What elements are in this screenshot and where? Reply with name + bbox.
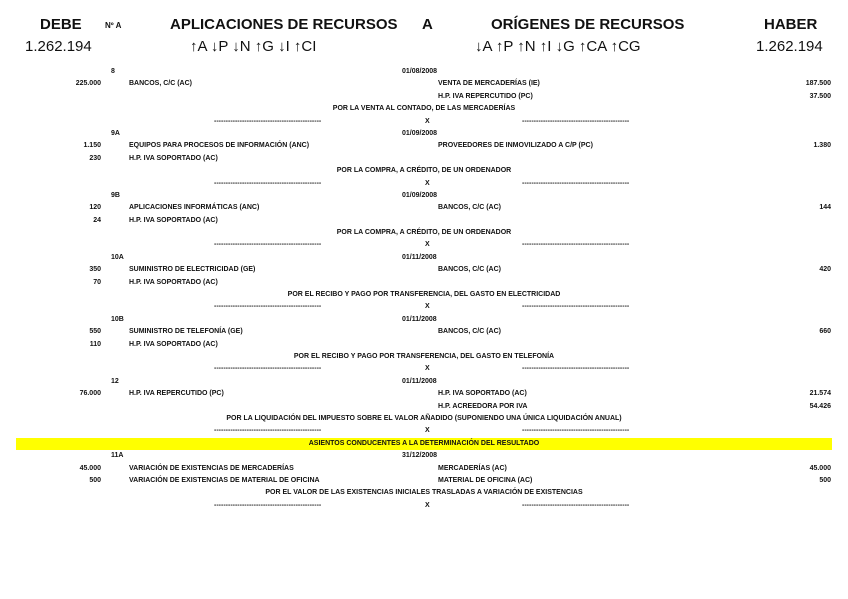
debit-amount: 225.000 — [75, 80, 101, 88]
section-banner-text: ASIENTOS CONDUCENTES A LA DETERMINACIÓN DEL RESULTADO — [308, 439, 540, 447]
haber-total: 1.262.194 — [756, 38, 823, 55]
haber-label: HABER — [764, 16, 818, 33]
journal-entry — [0, 190, 848, 252]
entry-header-row — [0, 450, 848, 462]
entry-line-row — [0, 277, 848, 289]
separator-x: X — [425, 303, 430, 311]
credit-amount: 45.000 — [809, 464, 831, 472]
entry-line-row — [0, 91, 848, 103]
credit-account: H.P. ACREEDORA POR IVA — [438, 402, 528, 410]
entry-description-row — [0, 351, 848, 363]
entry-number: 8 — [111, 68, 115, 75]
credit-account: BANCOS, C/C (AC) — [438, 204, 501, 212]
debit-amount: 500 — [89, 476, 101, 484]
entry-description: POR EL RECIBO Y PAGO POR TRANSFERENCIA, DEL GASTO EN TELEFONÍA — [293, 352, 555, 360]
separator-right-line: ---------------------------------------------- — [522, 117, 630, 125]
separator-x: X — [425, 501, 430, 509]
debit-amount: 550 — [89, 328, 101, 336]
entry-line-row — [0, 153, 848, 165]
entry-line-row — [0, 401, 848, 413]
credit-account: VENTA DE MERCADERÍAS (IE) — [438, 80, 540, 88]
debit-amount: 24 — [93, 216, 101, 224]
journal-entry — [0, 314, 848, 376]
debit-amount: 120 — [89, 204, 101, 212]
separator-left-line: ---------------------------------------------- — [214, 427, 322, 435]
separator-right-line: ---------------------------------------------- — [522, 179, 630, 187]
credit-amount: 1.380 — [813, 142, 831, 150]
entry-date: 01/08/2008 — [402, 68, 438, 75]
entry-line-row — [0, 326, 848, 338]
separator-left-line: ---------------------------------------------- — [214, 303, 322, 311]
journal-entry — [0, 252, 848, 314]
entry-separator-row — [0, 116, 848, 128]
credit-amount: 54.426 — [809, 402, 831, 410]
separator-left-line: ---------------------------------------------- — [214, 117, 322, 125]
entry-number: 10A — [111, 253, 124, 261]
entry-description: POR EL RECIBO Y PAGO POR TRANSFERENCIA, DEL GASTO EN ELECTRICIDAD — [287, 291, 561, 299]
separator-x: X — [425, 241, 430, 249]
entry-line-row — [0, 140, 848, 152]
debit-amount: 1.150 — [83, 142, 101, 150]
credit-amount: 21.574 — [809, 390, 831, 398]
entry-description-row — [0, 487, 848, 499]
debit-amount: 230 — [89, 154, 101, 162]
entry-number-label: Nº A — [105, 21, 122, 30]
journal-entry — [0, 128, 848, 190]
journal — [0, 66, 848, 512]
credit-amount: 500 — [819, 476, 831, 484]
entry-separator-row — [0, 301, 848, 313]
entry-line-row — [0, 339, 848, 351]
debit-account: VARIACIÓN DE EXISTENCIAS DE MATERIAL DE OFICINA — [129, 476, 320, 484]
separator-x: X — [425, 427, 430, 435]
entry-date: 01/11/2008 — [402, 253, 437, 261]
entry-separator-row — [0, 239, 848, 251]
aplicaciones-symbols: ↑A ↓P ↓N ↑G ↓I ↑CI — [190, 38, 317, 55]
debit-account: H.P. IVA SOPORTADO (AC) — [129, 216, 218, 224]
entry-description-row — [0, 103, 848, 115]
entry-line-row — [0, 475, 848, 487]
debit-amount: 76.000 — [79, 390, 101, 398]
separator-x: X — [425, 117, 430, 125]
journal-entry — [0, 376, 848, 438]
debit-amount: 350 — [89, 266, 101, 274]
entry-line-row — [0, 78, 848, 90]
entry-date: 01/09/2008 — [402, 129, 438, 137]
credit-account: H.P. IVA REPERCUTIDO (PC) — [438, 92, 533, 100]
separator-left-line: ---------------------------------------------- — [214, 501, 322, 509]
debit-account: H.P. IVA REPERCUTIDO (PC) — [129, 390, 224, 398]
entry-line-row — [0, 215, 848, 227]
credit-account: PROVEEDORES DE INMOVILIZADO A C/P (PC) — [438, 142, 593, 150]
debit-account: SUMINISTRO DE TELEFONÍA (GE) — [129, 328, 243, 336]
entry-number: 10B — [111, 315, 124, 323]
origenes-symbols: ↓A ↑P ↑N ↑I ↓G ↑CA ↑CG — [475, 38, 641, 55]
entry-description: POR LA COMPRA, A CRÉDITO, DE UN ORDENADOR — [336, 167, 512, 175]
entry-header-row — [0, 252, 848, 264]
entry-header-row — [0, 128, 848, 140]
entry-number: 9A — [111, 129, 120, 137]
entry-separator-row — [0, 500, 848, 512]
entry-line-row — [0, 264, 848, 276]
entry-line-row — [0, 388, 848, 400]
entry-date: 01/11/2008 — [402, 315, 437, 323]
separator-right-line: ---------------------------------------------- — [522, 501, 630, 509]
debe-total: 1.262.194 — [25, 38, 92, 55]
entry-description-row — [0, 165, 848, 177]
entry-line-row — [0, 463, 848, 475]
credit-account: MATERIAL DE OFICINA (AC) — [438, 476, 533, 484]
debit-account: H.P. IVA SOPORTADO (AC) — [129, 154, 218, 162]
debit-account: APLICACIONES INFORMÁTICAS (ANC) — [129, 204, 260, 212]
separator-right-line: ---------------------------------------------- — [522, 365, 630, 373]
credit-account: BANCOS, C/C (AC) — [438, 328, 501, 336]
entry-description: POR LA COMPRA, A CRÉDITO, DE UN ORDENADOR — [336, 229, 512, 237]
credit-account: BANCOS, C/C (AC) — [438, 266, 501, 274]
debit-amount: 45.000 — [79, 464, 101, 472]
separator-x: X — [425, 179, 430, 187]
debit-amount: 110 — [89, 340, 101, 348]
entry-separator-row — [0, 178, 848, 190]
entry-description-row — [0, 227, 848, 239]
a-label: A — [422, 16, 433, 33]
debit-account: VARIACIÓN DE EXISTENCIAS DE MERCADERÍAS — [129, 464, 294, 472]
entry-line-row — [0, 202, 848, 214]
credit-amount: 144 — [819, 204, 831, 212]
credit-amount: 420 — [819, 266, 831, 274]
debe-label: DEBE — [40, 16, 82, 33]
entry-number: 12 — [111, 377, 119, 385]
separator-left-line: ---------------------------------------------- — [214, 365, 322, 373]
entry-date: 01/11/2008 — [402, 377, 437, 385]
entry-separator-row — [0, 425, 848, 437]
entry-header-row — [0, 376, 848, 388]
section-banner — [16, 438, 832, 450]
separator-x: X — [425, 365, 430, 373]
origenes-label: ORÍGENES DE RECURSOS — [491, 16, 685, 33]
journal-entry — [0, 66, 848, 128]
separator-left-line: ---------------------------------------------- — [214, 241, 322, 249]
debit-amount: 70 — [93, 278, 101, 286]
entry-date: 31/12/2008 — [402, 452, 438, 460]
entry-description: POR LA VENTA AL CONTADO, DE LAS MERCADERÍAS — [332, 105, 516, 113]
journal-entry — [0, 450, 848, 512]
credit-account: MERCADERÍAS (AC) — [438, 464, 507, 472]
entry-date: 01/09/2008 — [402, 191, 438, 199]
entry-description-row — [0, 289, 848, 301]
entry-description: POR LA LIQUIDACIÓN DEL IMPUESTO SOBRE EL VALOR AÑADIDO (SUPONIENDO UNA ÚNICA LIQUIDACIÓN ANUAL) — [226, 414, 622, 422]
entry-description: POR EL VALOR DE LAS EXISTENCIAS INICIALES TRASLADAS A VARIACIÓN DE EXISTENCIAS — [265, 489, 583, 497]
separator-right-line: ---------------------------------------------- — [522, 303, 630, 311]
credit-amount: 37.500 — [809, 92, 831, 100]
separator-right-line: ---------------------------------------------- — [522, 241, 630, 249]
debit-account: H.P. IVA SOPORTADO (AC) — [129, 278, 218, 286]
separator-left-line: ---------------------------------------------- — [214, 179, 322, 187]
entry-description-row — [0, 413, 848, 425]
entry-number: 9B — [111, 191, 120, 199]
entry-number: 11A — [111, 452, 124, 460]
entry-separator-row — [0, 363, 848, 375]
credit-amount: 660 — [819, 328, 831, 336]
aplicaciones-label: APLICACIONES DE RECURSOS — [170, 16, 398, 33]
credit-account: H.P. IVA SOPORTADO (AC) — [438, 390, 527, 398]
debit-account: EQUIPOS PARA PROCESOS DE INFORMACIÓN (ANC) — [129, 142, 310, 150]
entry-header-row — [0, 314, 848, 326]
entry-header-row — [0, 190, 848, 202]
debit-account: BANCOS, C/C (AC) — [129, 80, 192, 88]
debit-account: SUMINISTRO DE ELECTRICIDAD (GE) — [129, 266, 256, 274]
credit-amount: 187.500 — [805, 80, 831, 88]
separator-right-line: ---------------------------------------------- — [522, 427, 630, 435]
entry-header-row — [0, 66, 848, 78]
debit-account: H.P. IVA SOPORTADO (AC) — [129, 340, 218, 348]
